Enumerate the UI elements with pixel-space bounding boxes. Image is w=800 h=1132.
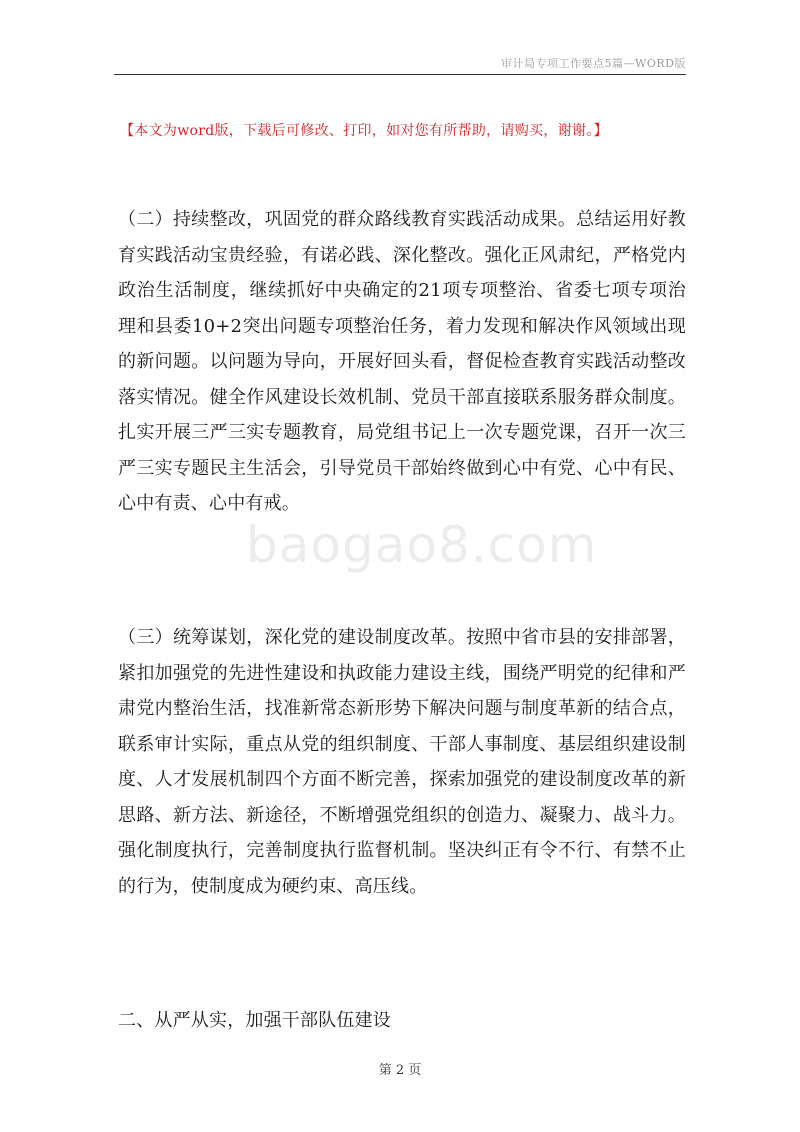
purchase-notice: 【本文为word版，下载后可修改、打印，如对您有所帮助，请购买，谢谢。】 (120, 123, 608, 139)
header-divider (114, 74, 686, 75)
page-number: 第 2 页 (378, 1063, 422, 1078)
paragraph-system-reform: （三）统筹谋划，深化党的建设制度改革。按照中省市县的安排部署，紧扣加强党的先进性建设和执政能力建设主线，围绕严明党的纪律和严肃党内整治生活，找准新常态新形势下解决问题与制度革新的结合点，联系审计实际，重点从党的组织制度、干部人事制度、基层组织建设制度、人才发展机制四个方面不断完善，探索加强党的建设制度改革的新思路、新方法、新途径，不断增强党组织的创造力、凝聚力、战斗力。强化制度执行，完善制度执行监督机制。坚决纠正有令不行、有禁不止的行为，使制度成为硬约束、高压线。 (118, 627, 686, 897)
site-watermark: baogao8.com (246, 516, 598, 574)
section-heading: 二、从严从实，加强干部队伍建设 (118, 1010, 391, 1031)
header-title: 审计局专项工作要点5篇—WORD版 (501, 57, 686, 70)
paragraph-party-rectification: （二）持续整改，巩固党的群众路线教育实践活动成果。总结运用好教育实践活动宝贵经验，有诺必践、深化整改。强化正风肃纪，严格党内政治生活制度，继续抓好中央确定的21项专项整治、省委七项专项治理和县委10+2突出问题专项整治任务，着力发现和解决作风领域出现的新问题。以问题为导向，开展好回头看，督促检查教育实践活动整改落实情况。健全作风建设长效机制、党员干部直接联系服务群众制度。扎实开展三严三实专题教育，局党组书记上一次专题党课，召开一次三严三实专题民主生活会，引导党员干部始终做到心中有党、心中有民、心中有责、心中有戒。 (118, 209, 686, 514)
